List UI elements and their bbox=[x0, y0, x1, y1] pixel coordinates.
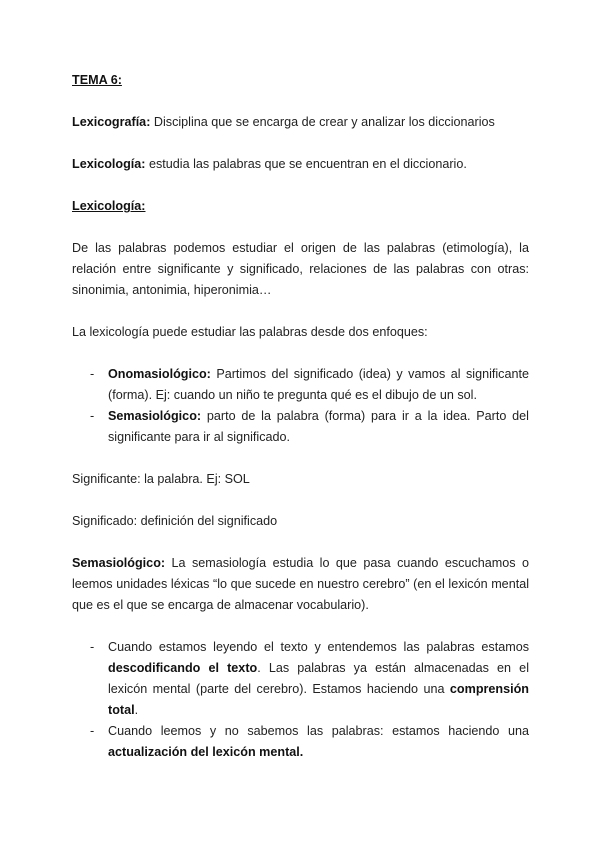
definition-lexicologia: Lexicología: estudia las palabras que se encuentran en el diccionario. bbox=[72, 157, 467, 171]
significante-line: Significante: la palabra. Ej: SOL bbox=[72, 472, 250, 486]
page-title: TEMA 6: bbox=[72, 73, 122, 87]
cases-list bbox=[72, 637, 529, 763]
list-item: - Cuando leemos y no sabemos las palabras: estamos haciendo una actualización del lexicón mental. bbox=[90, 724, 529, 759]
list-item: - Cuando estamos leyendo el texto y entendemos las palabras estamos descodificando el texto. Las palabras ya están almacenadas en el lexicón mental (parte del cerebro). Estamos haciendo una comprensión total. bbox=[90, 640, 529, 717]
list-item: - Semasiológico: parto de la palabra (forma) para ir a la idea. Parto del significante para ir al significado. bbox=[90, 409, 529, 444]
approaches-list bbox=[72, 364, 529, 448]
significado-line: Significado: definición del significado bbox=[72, 514, 278, 528]
paragraph-intro: De las palabras podemos estudiar el origen de las palabras (etimología), la relación entre significante y significado, relaciones de las palabras con otras: sinonimia, antonimia, hiperonimia… bbox=[72, 241, 529, 297]
definition-lexicografia: Lexicografía: Disciplina que se encarga de crear y analizar los diccionarios bbox=[72, 115, 495, 129]
section-heading: Lexicología: bbox=[72, 199, 146, 213]
document-page bbox=[72, 70, 529, 763]
paragraph-semasiologico: Semasiológico: La semasiología estudia lo que pasa cuando escuchamos o leemos unidades léxicas “lo que sucede en nuestro cerebro” (en el lexicón mental que es el que se encarga de almacenar vocabulario). bbox=[72, 556, 529, 612]
paragraph-approaches: La lexicología puede estudiar las palabras desde dos enfoques: bbox=[72, 325, 428, 339]
list-item: - Onomasiológico: Partimos del significado (idea) y vamos al significante (forma). Ej: cuando un niño te pregunta qué es el dibujo de un sol. bbox=[90, 367, 529, 402]
